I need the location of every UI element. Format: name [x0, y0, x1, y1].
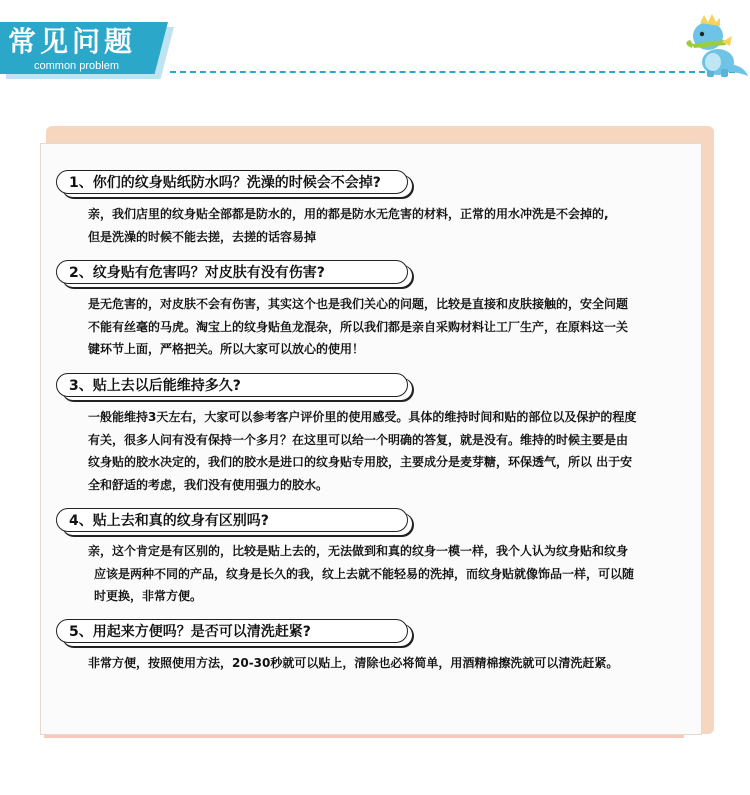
faq-question-3: [56, 373, 408, 397]
question-text: 3、贴上去以后能维持多久?: [69, 378, 241, 394]
faq-answer-1: [88, 203, 700, 248]
faq-question-2: [56, 260, 408, 284]
answer-line: 亲，这个肯定是有区别的，比较是贴上去的，无法做到和真的纹身一模一样，我个人认为纹身贴和纹身: [88, 544, 629, 558]
answer-line: 纹身贴的胶水决定的，我们的胶水是进口的纹身贴专用胶，主要成分是麦芽糖，环保透气，所以 出于安: [88, 455, 633, 469]
question-text: 2、纹身贴有危害吗？对皮肤有没有伤害?: [69, 265, 325, 281]
question-text: 1、你们的纹身贴纸防水吗？洗澡的时候会不会掉?: [69, 175, 381, 191]
faq-question-5: [56, 619, 408, 643]
faq-question-1: [56, 170, 408, 194]
answer-line: 全和舒适的考虑，我们没有使用强力的胶水。: [88, 477, 329, 492]
answer-line: 应该是两种不同的产品，纹身是长久的我，纹上去就不能轻易的洗掉，而纹身贴就像饰品一样，可以随: [94, 566, 635, 581]
faq-answer-4: [88, 540, 700, 608]
answer-line: 时更换，非常方便。: [94, 589, 203, 603]
question-text: 5、用起来方便吗？是否可以清洗赶紧?: [69, 624, 311, 640]
answer-line: 亲，我们店里的纹身贴全部都是防水的，用的都是防水无危害的材料，正常的用水冲洗是不会掉的,: [88, 207, 609, 221]
faq-answer-5: [88, 652, 700, 675]
faq-answer-3: [88, 406, 700, 496]
answer-line: 非常方便，按照使用方法，20-30秒就可以贴上，清除也必将简单，用酒精棉擦洗就可以清洗赶紧。: [88, 656, 619, 670]
faq-answer-2: [88, 293, 700, 361]
answer-line: 有关，很多人问有没有保持一个多月？在这里可以给一个明确的答复，就是没有。维持的时候主要是由: [88, 432, 629, 447]
header-divider: [170, 71, 735, 73]
answer-line: 一般能维持3天左右，大家可以参考客户评价里的使用感受。具体的维持时间和贴的部位以及保护的程度: [88, 410, 637, 424]
question-text: 4、贴上去和真的纹身有区别吗?: [69, 513, 269, 529]
page-title: 常见问题: [8, 25, 137, 58]
dinosaur-icon: [678, 6, 750, 78]
page-subtitle: common problem: [34, 60, 119, 72]
faq-question-4: [56, 508, 408, 532]
answer-line: 是无危害的，对皮肤不会有伤害，其实这个也是我们关心的问题，比较是直接和皮肤接触的，安全问题: [88, 297, 629, 311]
answer-line: 不能有丝毫的马虎。淘宝上的纹身贴鱼龙混杂，所以我们都是亲自采购材料让工厂生产，在原料这一关: [88, 319, 629, 334]
answer-line: 键环节上面，严格把关。所以大家可以放心的使用！: [88, 342, 365, 356]
answer-line: 但是洗澡的时候不能去搓，去搓的话容易掉: [88, 229, 317, 244]
